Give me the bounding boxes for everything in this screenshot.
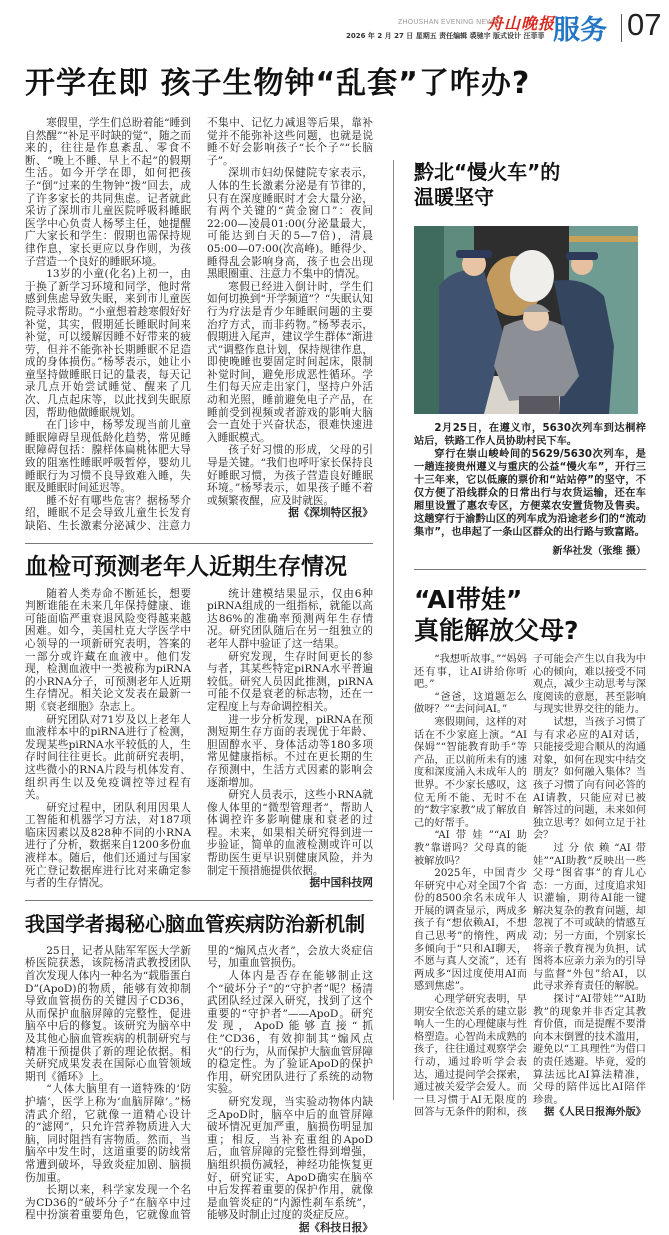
paragraph: 研究人员表示，这些小RNA就像人体里的“微型管理者”，帮助人体调控许多影响健康和衰老的过程。未来，如果相关研究得到进一步验证，简单的血液检测或许可以帮助医生更早识别健康风险，并为制定干预措施提供依据。	[207, 789, 373, 877]
paragraph: 人体内是否存在能够制止这个“破坏分子”的“守护者”呢？杨清武团队经过深入研究，找到了这个重要的“守护者”——ApoD。研究发现，ApoD能够直接“抓住”CD36，有效抑制其“煽风点火”的行为，从而保护大脑血管屏障的稳定性。为了验证ApoD的保护作用，研究团队进行了系统的动物实验。	[207, 970, 373, 1096]
headline-slow-train	[414, 160, 646, 210]
paragraph: 寒假里，学生们总盼着能“睡到自然醒”“补足平时缺的觉”，随之而来的，往往是作息紊乱、零食不断、“晚上不睡、早上不起”的假期生活。如今开学在即，如何把孩子“倒”过来的生物钟“拨”回去，成了许多家长的共同焦虑。记者就此采访了深圳市儿童医院呼吸科睡眠医学中心负责人杨琴主任，她提醒广大家长和学生：假期也需保持规律作息，家长更应以身作则，为孩子营造一个良好的睡眠环境。	[25, 117, 191, 268]
paragraph: 2025年，中国青少年研究中心对全国7个省份的8500余名未成年人开展的调查显示，两成多孩子有“想依赖AI，不想自己思考”的惰性，两成多倾向于“只和AI聊天，不愿与真人交流”，还有两成多“因过度使用AI而感到焦虑”。	[414, 868, 527, 993]
masthead-english-name: ZHOUSHAN EVENING NEWS	[398, 19, 498, 26]
headline-line: 真能解放父母?	[414, 616, 579, 645]
paragraph: 研究团队对71岁及以上老年人血液样本中的piRNA进行了检测，发现某些piRNA水平较低的人，生存时间往往更长。此前研究表明，这些微小的RNA片段与机体发育、组织再生以及免疫调控等过程有关。	[25, 713, 191, 802]
paragraph: 深圳市妇幼保健院专家表示，人体的生长激素分泌是有节律的，只有在深度睡眠时才会大量分泌，有两个关键的“黄金窗口”：夜间22:00—凌晨01:00(分泌量最大，可能达到白天的5—7倍)，清晨05:00—07:00(次高峰)。睡得少、睡得乱会影响身高，孩子也会出现黑眼圈重、注意力不集中的情况。	[207, 167, 373, 281]
section-divider	[414, 569, 646, 570]
paragraph: 探讨“AI带娃”“AI助教”的现象并非否定其教育价值，而是提醒不要滑向本末倒置的技术滥用，避免以“工具理性”为借口的责任逃避。毕竟，爱的算法远比AI算法精准，父母的陪伴远比AI陪伴珍贵。	[533, 994, 646, 1106]
paragraph: “爸爸，这道题怎么做呀？”“去问问AI。”	[414, 691, 527, 716]
paragraph: “我想听故事。”“妈妈还有事，让AI讲给你听吧。”	[414, 654, 527, 691]
article-source: 据《科技日报》	[298, 1221, 373, 1234]
headline-line: 温暖坚守	[414, 185, 494, 209]
paragraph: 长期以来，科学家发现一个名为CD36的“破坏分子”在脑卒中过程中扮演着重要角色，它就像血管里的“煽风点火者”，会放大炎症信号，加重血管损伤。	[25, 944, 373, 1222]
caption-lead: 2月25日，在遵义市，5630次列车到达桐梓站后，铁路工作人员协助村民下车。	[414, 423, 646, 447]
article-source: 据中国科技网	[309, 877, 373, 890]
paragraph: 过分依赖“AI带娃”“AI助教”反映出一些父母“图省事”的育儿心态：一方面，过度追求知识灌输，期待AI能一键解决复杂的教育问题，却忽视了不可或缺的情感互动；另一方面，个别家长将亲子教育视为负担，试图将本应亲力亲为的引导与监督“外包”给AI，以此寻求养育责任的解脱。	[533, 842, 646, 993]
section-divider	[25, 900, 373, 901]
paragraph: 试想，当孩子习惯了与有求必应的AI对话，只能接受迎合顺从的沟通对象，如何在现实中结交朋友？如何融入集体？当孩子习惯了向有问必答的AI请教，只能应对已被解答过的问题，未来如何独立思考？如何立足于社会？	[533, 716, 646, 842]
headline-line: “AI带娃”	[414, 585, 523, 614]
paragraph: 研究发现，生存时间更长的参与者，其某些特定piRNA水平普遍较低。研究人员因此推测，piRNA可能不仅是衰老的标志物，还在一定程度上与寿命调控相关。	[207, 650, 373, 713]
right-column	[414, 160, 646, 1120]
article-source: 据《深圳特区报》	[288, 507, 373, 520]
paragraph: 25日，记者从陆军军医大学新桥医院获悉，该院杨清武教授团队首次发现人体内一种名为“载脂蛋白D”(ApoD)的物质，能够有效抑制导致血管损伤的关键因子CD36，从而保护血脑屏障的完整性，促进脑卒中后的修复。该研究为脑卒中及其他心脑血管疾病的机制研究与精准干预提供了新的理论依据。相关研究成果发表在国际心血管领域期刊《循环》上。	[25, 944, 191, 1083]
article-source: 据《人民日报海外版》	[544, 1107, 646, 1119]
masthead-divider	[621, 14, 622, 42]
headline-brain-research: 我国学者揭秘心脑血管疾病防治新机制	[25, 911, 365, 936]
section-name: 服务	[553, 15, 607, 46]
article-blood-body	[25, 588, 373, 890]
newspaper-logo: 舟山晚报	[487, 14, 556, 33]
page-number: 07	[627, 7, 662, 42]
headline-sleep: 开学在即 孩子生物钟“乱套”了咋办?	[25, 66, 531, 101]
article-brain-body	[25, 945, 373, 1235]
date-line: 2026 年 2 月 27 日 星期五 责任编辑 裘驰宇 版式设计 汪菲菲	[346, 32, 545, 40]
paragraph: 随着人类寿命不断延长，想要判断谁能在未来几年保持健康、谁可能面临严重衰退风险变得越来越困难。如今，美国杜克大学医学中心领导的一项新研究表明，答案的一部分或许藏在血液中。他们发现，检测血液中一类被称为piRNA的小RNA分子，可预测老年人近期生存情况。相关论文发表在最新一期《衰老细胞》杂志上。	[25, 587, 191, 713]
paragraph: 研究过程中，团队利用因果人工智能和机器学习方法，对187项临床因素以及828种不同的小RNA进行了分析，数据来自1200多份血液样本。随后，他们还通过与国家死亡登记数据库进行比对来确定参与者的生存情况。	[25, 801, 191, 890]
caption-body: 穿行在崇山峻岭间的5629/5630次列车，是一趟连接贵州遵义与重庆的公益“慢火车”，开行三十三年来，它以低廉的票价和“站站停”的坚守，不仅方便了沿线群众的日常出行与农货运输，还在车厢里设置了惠农专区，方便菜农安置货物及售卖。这趟穿行于渝黔山区的列车成为沿途老乡们的“流动集市”，也串起了一条山区群众的出行路与致富路。	[414, 449, 646, 538]
paragraph: “AI带娃”“AI助教”靠谱吗？父母真的能被解放吗？	[414, 830, 527, 867]
photo-caption	[414, 422, 646, 539]
paragraph: “人体大脑里有一道特殊的‘防护墙’，医学上称为‘血脑屏障’。”杨清武介绍，它就像一道精心设计的“滤网”，只允许营养物质进入大脑，同时阻挡有害物质。然而，当脑卒中发生时，这道重要的防线常常遭到破坏，导致炎症加剧、脑损伤加重。	[25, 1083, 191, 1184]
paragraph: 研究发现，当实验动物体内缺乏ApoD时，脑卒中后的血管屏障破坏情况更加严重，脑损伤明显加重；相反，当补充重组的ApoD后，血管屏障的完整性得到增强，脑组织损伤减轻，神经功能恢复更好，研究证实，ApoD确实在脑卒中后发挥着重要的保护作用，就像是血管炎症的“内源性刹车系统”，能够及时制止过度的炎症反应。	[207, 1095, 373, 1222]
paragraph: 心理学研究表明，早期安全依恋关系的建立影响人一生的心理健康与性格塑造。心智尚未成熟的孩子，往往通过观察学会行动，通过聆听学会表达，通过提问学会探索，通过被关爱学会爱人。而一旦习惯于AI无限度的回答与无条件的附和，孩子可能会产生以自我为中心的倾向，难以接受不同观点，减少主动思考与深度阅读的意愿，甚至影响与现实世界交往的能力。	[414, 654, 646, 1119]
paragraph: 寒假已经进入倒计时，学生们如何切换到“开学频道”？“失眠认知行为疗法是青少年睡眠问题的主要治疗方式，而非药物。”杨琴表示，假期进入尾声，建议学生群体“渐进式”调整作息计划，保持规律作息，即使晚睡也要固定时间起床，限制补觉时间，避免形成恶性循环。学生们每天应走出家门，坚持户外活动和光照，睡前避免电子产品，在睡前受到视频或者游戏的影响大脑会一直处于兴奋状态，很难快速进入睡眠模式。	[207, 280, 373, 444]
headline-line: 黔北“慢火车”的	[414, 160, 561, 184]
paragraph: 寒假期间，这样的对话在不少家庭上演。“AI保姆”“智能教育助手”等产品，正以前所未有的速度和深度涌入未成年人的世界。不少家长感叹，这位无所不能、无时不在的“数字家教”成了解放自己的好帮手。	[414, 716, 527, 829]
paragraph: 进一步分析发现，piRNA在预测短期生存方面的表现优于年龄、胆固醇水平、身体活动等180多项常见健康指标。不过在更长期的生存预测中，生活方式因素的影响会逐渐增加。	[207, 713, 373, 789]
column-divider	[393, 160, 394, 1100]
paragraph: 睡不好有哪些危害？据杨琴介绍，睡眠不足会导致儿童生长发育缺陷、生长激素分泌减少、注意力不集中、记忆力减退等后果，靠补觉并不能弥补这些问题，也就是说睡不好会影响孩子“长个子”“长脑子”。	[25, 117, 373, 532]
headline-blood-test: 血检可预测老年人近期生存情况	[25, 553, 347, 580]
paragraph: 13岁的小童(化名)上初一，由于换了新学习环境和同学，他时常感到焦虑导致失眠，来到市儿童医院寻求帮助。“小童想着趁寒假好好补觉，其实，假期延长睡眠时间来补觉，可以缓解因睡不好带来的疲劳，但并不能弥补长期睡眠不足造成的身体损伤。”杨琴表示，她让小童坚持做睡眠日记的量表，每天记录几点开始尝试睡觉、醒来了几次、几点起床等，以此找到失眠原因，帮助他做睡眠规划。	[25, 268, 191, 419]
train-passengers-photo	[414, 226, 638, 414]
paragraph: 在门诊中，杨琴发现当前儿童睡眠障碍呈现低龄化趋势，常见睡眠障碍包括：腺样体扁桃体肥大导致的阻塞性睡眠呼吸暂停，婴幼儿睡眠行为习惯不良导致难入睡，失眠及睡眠时间延迟等。	[25, 419, 191, 495]
paragraph: 孩子好习惯的形成，父母的引导是关键。“我们也呼吁家长保持良好睡眠习惯，为孩子营造良好睡眠环境。”杨琴表示，如果孩子睡不着或频繁夜醒，应及时就医。	[207, 444, 373, 507]
article-sleep-body	[25, 117, 373, 533]
photo-credit: 新华社发（张维 摄）	[552, 546, 646, 557]
article-ai-body	[414, 654, 646, 1120]
section-divider	[25, 543, 373, 544]
headline-ai-parenting	[414, 584, 646, 646]
paragraph: 统计建模结果显示，仅由6种piRNA组成的一组指标，就能以高达86%的准确率预测两年生存情况。研究团队随后在另一组独立的老年人群中验证了这一结果。	[207, 587, 373, 650]
